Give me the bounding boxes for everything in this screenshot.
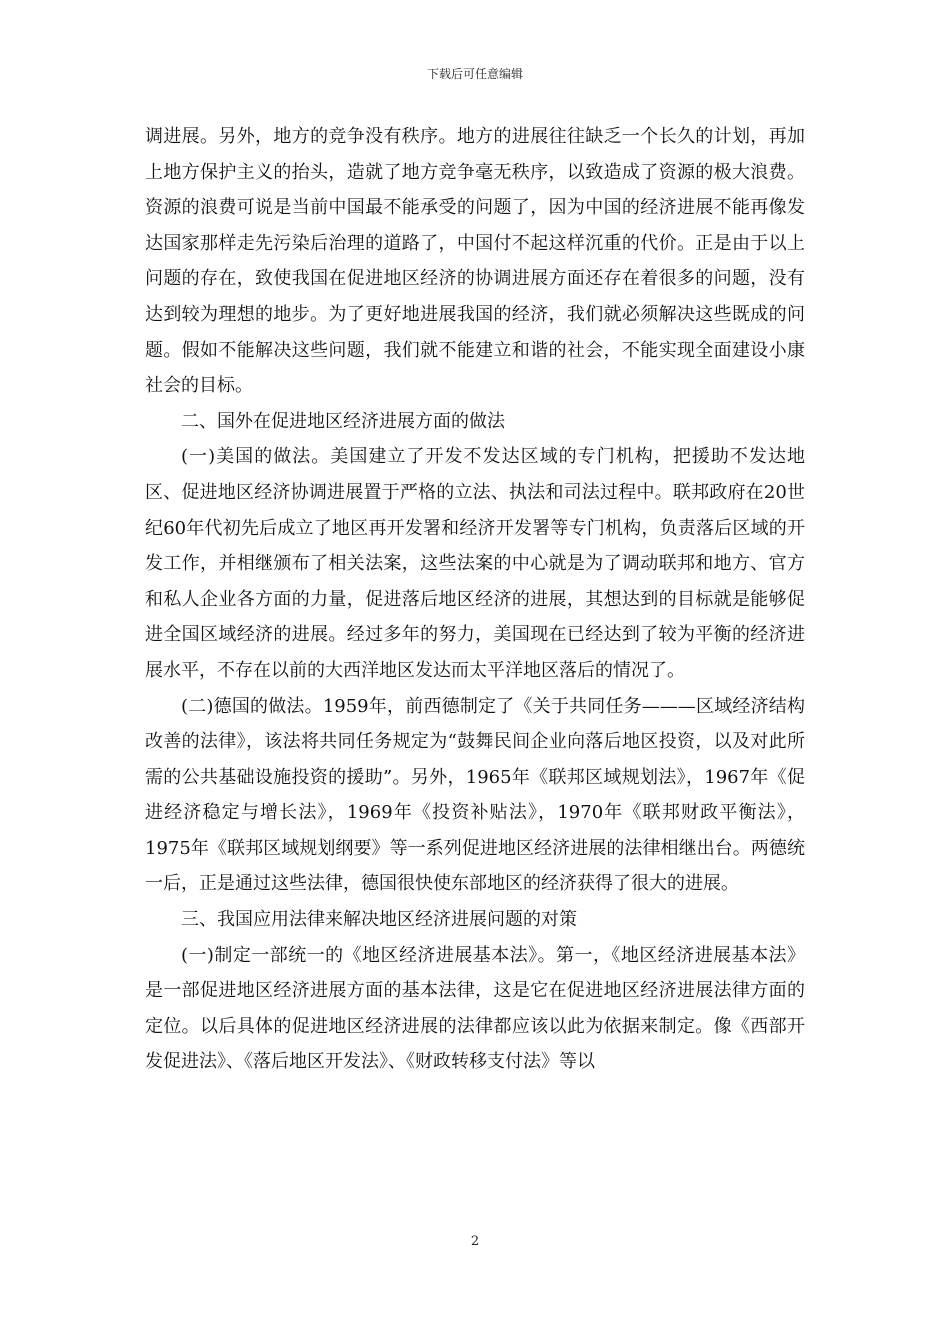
page-header: 下载后可任意编辑: [426, 67, 523, 81]
document-body: [145, 119, 805, 1080]
section-heading-2: 二、国外在促进地区经济进展方面的做法: [181, 410, 505, 432]
paragraph-basic-law: (一)制定一部统一的《地区经济进展基本法》。第一，《地区经济进展基本法》是一部促进地区经济进展方面的基本法律，这是它在促进地区经济进展法律方面的定位。以后具体的促进地区经济进展的法律都应该以此为依据来制定。像《西部开发促进法》、《落后地区开发法》、《财政转移支付法》等以: [145, 944, 805, 1073]
section-heading-3: 三、我国应用法律来解决地区经济进展问题的对策: [181, 909, 577, 931]
paragraph-usa: (一)美国的做法。美国建立了开发不发达区域的专门机构，把援助不发达地区、促进地区经济协调进展置于严格的立法、执法和司法过程中。联邦政府在20世纪60年代初先后成立了地区再开发署和经济开发署等专门机构，负责落后区域的开发工作，并相继颁布了相关法案，这些法案的中心就是为了调动联邦和地方、官方和私人企业各方面的力量，促进落后地区经济的进展，其想达到的目标就是能够促进全国区域经济的进展。经过多年的努力，美国现在已经达到了较为平衡的经济进展水平，不存在以前的大西洋地区发达而太平洋地区落后的情况了。: [145, 446, 805, 681]
page-number: 2: [470, 1234, 480, 1249]
paragraph-continued: 调进展。另外，地方的竞争没有秩序。地方的进展往往缺乏一个长久的计划，再加上地方保护主义的抬头，造就了地方竞争毫无秩序，以致造成了资源的极大浪费。资源的浪费可说是当前中国最不能承受的问题了，因为中国的经济进展不能再像发达国家那样走先污染后治理的道路了，中国付不起这样沉重的代价。正是由于以上问题的存在，致使我国在促进地区经济的协调进展方面还存在着很多的问题，没有达到较为理想的地步。为了更好地进展我国的经济，我们就必须解决这些既成的问题。假如不能解决这些问题，我们就不能建立和谐的社会，不能实现全面建设小康社会的目标。: [145, 126, 805, 397]
paragraph-germany: (二)德国的做法。1959年，前西德制定了《关于共同任务———区域经济结构改善的法律》，该法将共同任务规定为“鼓舞民间企业向落后地区投资，以及对此所需的公共基础设施投资的援助”。另外，1965年《联邦区域规划法》，1967年《促进经济稳定与增长法》，1969年《投资补贴法》，1970年《联邦财政平衡法》，1975年《联邦区域规划纲要》等一系列促进地区经济进展的法律相继出台。两德统一后，正是通过这些法律，德国很快使东部地区的经济获得了很大的进展。: [145, 695, 805, 895]
